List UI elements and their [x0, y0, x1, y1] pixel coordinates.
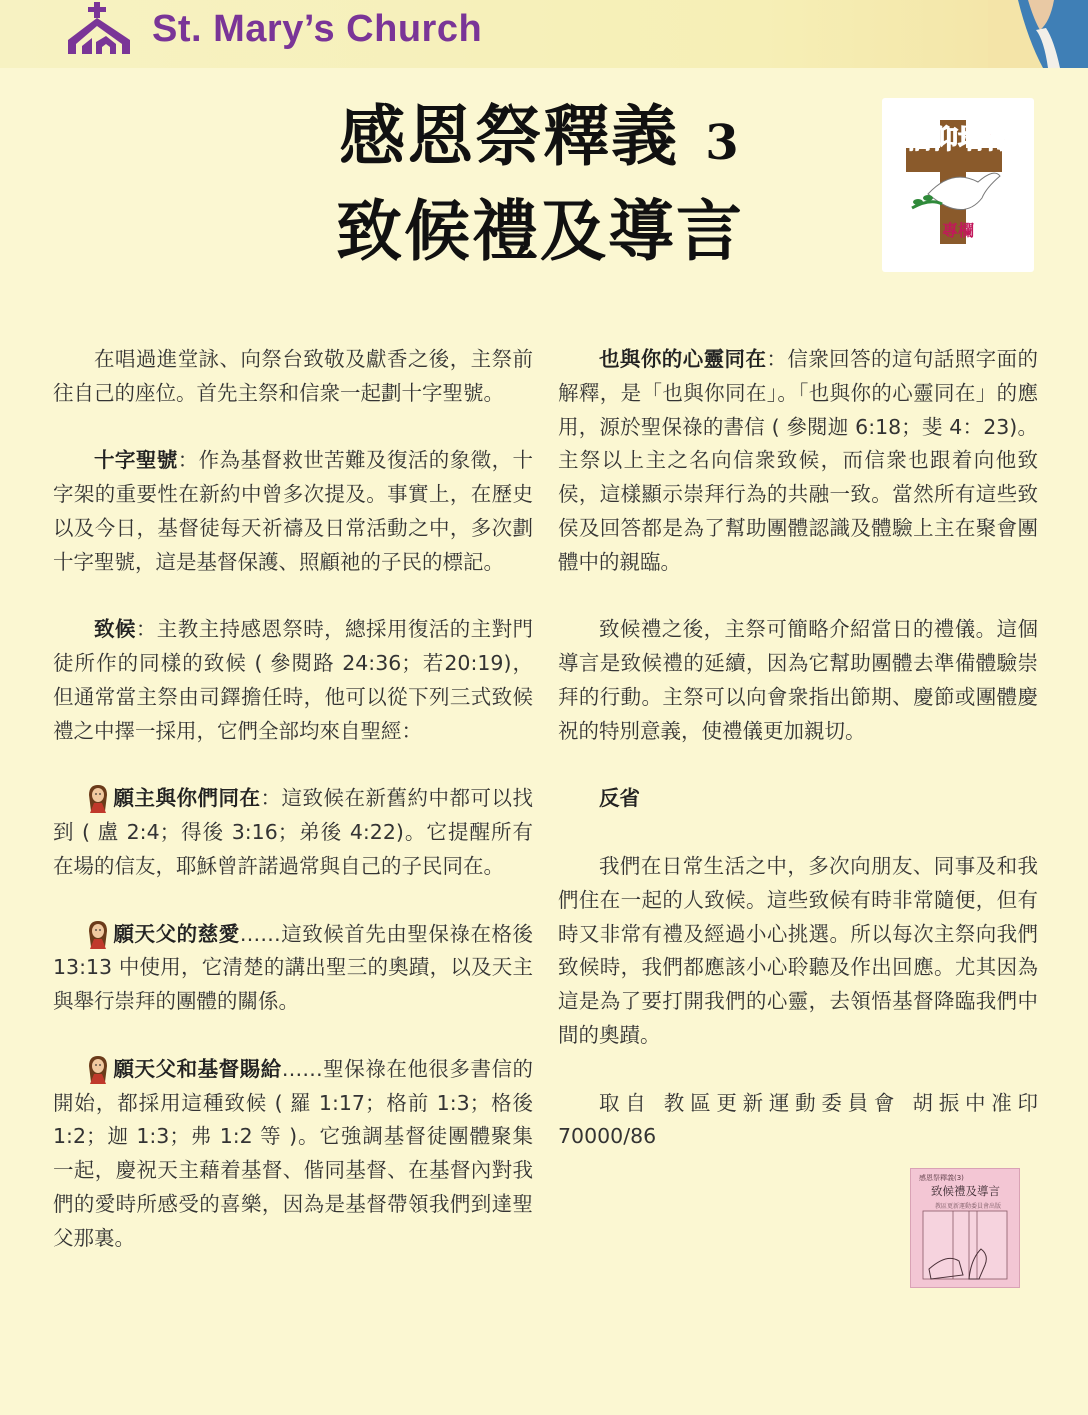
intro-note-paragraph: 致候禮之後，主祭可簡略介紹當日的禮儀。這個導言是致候禮的延續，因為它幫助團體去準備體驗崇拜的行動。主祭可以向會衆指出節期、慶節或團體慶祝的特別意義，使禮儀更加親切。: [558, 617, 1038, 743]
logo-text-bottom: 專欄: [941, 221, 975, 240]
greeting-form-3: [53, 1053, 533, 1256]
greeting-paragraph: [53, 613, 533, 748]
jesus-icon: [85, 783, 111, 813]
booklet-subtitle: 教區更新運動委員會出版: [935, 1203, 1002, 1210]
church-logo-icon: [66, 2, 132, 56]
right-column: [558, 343, 1038, 1188]
jesus-icon: [85, 919, 111, 949]
title-main: 感恩祭釋義: [339, 97, 680, 175]
article-title: [290, 92, 790, 275]
response-text: ：信衆回答的這句話照字面的解釋，是「也與你同在」。「也與你的心靈同在」的應用，源於聖保祿的書信 ( 參閱迦 6:18；斐 4：23)。主祭以上主之名向信衆致候，而信衆也跟着向他致侯，這樣顯示崇拜行為的共融一致。當然所有這些致侯及回答都是為了幫助團體認識及體驗上主在聚會團體中的親臨。: [558, 347, 1039, 574]
greeting-form-1: [53, 782, 533, 883]
title-line-1: [290, 92, 790, 187]
sign-of-cross-text: ：作為基督救世苦難及復活的象徵，十字架的重要性在新約中曾多次提及。事實上，在歷史以及今日，基督徒每天祈禱及日常活動之中，多次劃十字聖號，這是基督保護、照顧祂的子民的標記。: [53, 448, 534, 574]
intro-paragraph: 在唱過進堂詠、向祭台致敬及獻香之後，主祭前往自己的座位。首先主祭和信衆一起劃十字聖號。: [53, 347, 533, 405]
response-label: 也與你的心靈同在: [599, 347, 767, 371]
booklet-cover: [910, 1168, 1020, 1288]
jesus-icon: [85, 1054, 111, 1084]
cross-dove-icon: [882, 98, 1034, 272]
greeting-text: ：主教主持感恩祭時，總採用復活的主對門徒所作的同樣的致候 ( 參閱路 24:36；若20:19)，但通常當主祭由司鐸擔任時，他可以從下列三式致候禮之中擇一採用，它們全部均來自聖經：: [53, 617, 534, 743]
sign-of-cross-label: 十字聖號: [94, 448, 178, 473]
form-1-text: ：這致候在新舊約中都可以找到 ( 盧 2:4；得後 3:16；弟後 4:22)。它提醒所有在場的信友，耶穌曾許諾過常與自己的子民同在。: [53, 786, 533, 878]
title-line-2: 致候禮及導言: [336, 192, 744, 270]
faith-formation-logo: [882, 98, 1034, 272]
reflection-heading: 反省: [599, 786, 640, 811]
page-header: [0, 0, 1088, 68]
response-paragraph: [558, 343, 1038, 580]
left-column: [53, 343, 533, 1289]
logo-text-top: 信仰培育: [905, 125, 1011, 155]
booklet-title: 致候禮及導言: [931, 1184, 1000, 1198]
greeting-form-2: [53, 918, 533, 1019]
statue-image: [988, 0, 1088, 68]
form-3-label: 願天父和基督賜給: [113, 1056, 282, 1081]
source-note: 取自 教區更新運動委員會 胡振中准印 70000/86: [558, 1090, 1038, 1149]
booklet-series: 感恩祭釋義(3): [919, 1174, 964, 1182]
title-number: 3: [705, 115, 741, 171]
form-2-text: ……這致候首先由聖保祿在格後 13:13 中使用，它清楚的講出聖三的奧蹟，以及天主與舉行崇拜的團體的關係。: [53, 921, 534, 1014]
form-2-label: 願天父的慈愛: [113, 921, 240, 946]
form-1-label: 願主與你們同在: [113, 786, 261, 811]
reflection-paragraph: 我們在日常生活之中，多次向朋友、同事及和我們住在一起的人致候。這些致候有時非常隨便，但有時又非常有禮及經過小心挑選。所以每次主祭向我們致候時，我們都應該小心聆聽及作出回應。尤其因為這是為了要打開我們的心靈，去領悟基督降臨我們中間的奧蹟。: [558, 853, 1038, 1047]
church-name: St. Mary’s Church: [152, 8, 483, 50]
praying-hands-icon: [919, 1209, 1011, 1283]
sign-of-cross-paragraph: [53, 444, 533, 579]
form-3-text: ……聖保祿在他很多書信的開始，都採用這種致候 ( 羅 1:17；格前 1:3；格後 1:2；迦 1:3；弗 1:2 等 )。它強調基督徒團體聚集一起，慶祝天主藉着基督、偕同基督、在基督內對我們的愛時所感受的喜樂，因為是基督帶領我們到達聖父那裏。: [53, 1056, 534, 1250]
greeting-label: 致候: [94, 617, 136, 642]
